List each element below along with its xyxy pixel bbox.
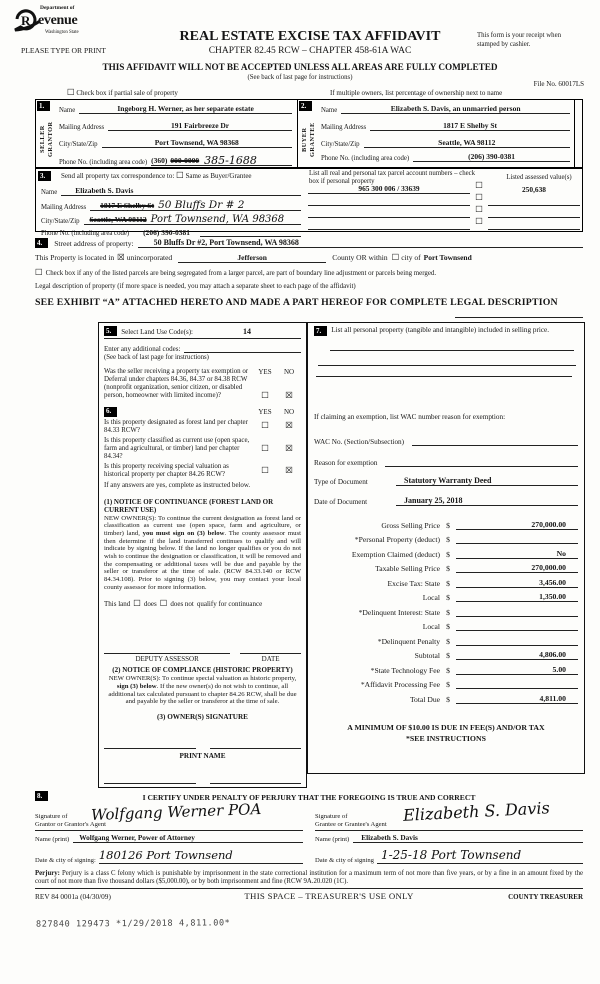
total-due-field[interactable]: 4,811.00 xyxy=(456,694,578,704)
parcel-number-field-2[interactable] xyxy=(308,196,470,206)
exemption-question-row xyxy=(104,368,301,401)
notice-compliance-title: (2) NOTICE OF COMPLIANCE (HISTORIC PROPERTY) xyxy=(112,665,293,674)
delinquent-interest-state-field[interactable] xyxy=(456,607,578,617)
minimum-fee-note: A MINIMUM OF $10.00 IS DUE IN FEE(S) AND/OR TAX *SEE INSTRUCTIONS xyxy=(347,723,545,743)
personal-property-line-3[interactable] xyxy=(316,375,572,377)
seller-csz-label: City/State/Zip xyxy=(59,141,98,148)
partial-sale-checkbox[interactable]: ☐ xyxy=(67,88,75,98)
land-use-section xyxy=(98,322,307,788)
section-8-badge: 8. xyxy=(35,791,48,801)
subtotal-field[interactable]: 4,806.00 xyxy=(456,650,578,660)
buyer-mailing-field[interactable]: 1817 E Shelby St xyxy=(370,121,570,131)
grantee-signature-handwritten: Elizabeth S. Davis xyxy=(402,798,551,825)
print-name-lines xyxy=(104,782,301,784)
buyer-csz-label: City/State/Zip xyxy=(321,141,360,148)
logo-brand-text: evenue xyxy=(38,12,78,28)
grantee-signature-area[interactable]: Signature of Grantee or Grantee's Agent Elizabeth S. Davis xyxy=(315,807,583,831)
wac-no-label: WAC No. (Section/Subsection) xyxy=(314,438,405,446)
personal-property-header xyxy=(314,326,578,336)
grantor-signature-area[interactable]: Signature of Grantor or Grantor's Agent Wolfgang Werner POA xyxy=(35,807,303,831)
land-use-divider xyxy=(104,338,301,339)
corr-mailing-handwritten: 50 Bluffs Dr # 2 xyxy=(158,199,245,211)
corr-phone-label: Phone No. (including area code) xyxy=(41,230,130,237)
cashier-receipt-stamp: 827840 129473 *1/29/2018 4,811.00* xyxy=(35,918,231,930)
corr-phone-field[interactable]: (206) 390-0381 xyxy=(143,228,191,237)
seller-grantor-section xyxy=(36,100,298,167)
city-of-label: city of xyxy=(401,253,421,262)
doc-type-label: Type of Document xyxy=(314,478,368,486)
doc-date-label: Date of Document xyxy=(314,498,368,506)
deputy-assessor-signature-line[interactable]: DEPUTY ASSESSOR xyxy=(104,653,230,663)
personal-property-label: List all personal property (tangible and intangible) included in selling price. xyxy=(331,326,550,334)
grantee-date-city-handwritten: 1-25-18 Port Townsend xyxy=(380,848,522,862)
parcel-3-personal-checkbox[interactable]: ☐ xyxy=(475,205,483,215)
grantor-signature-handwritten: Wolfgang Werner POA xyxy=(90,800,262,824)
notice-compliance-body: NEW OWNER(S): To continue special valuation as historic property, sign (3) below. If the new owner(s) do not wish to continue, all additional tax calculated pursuant to chapter 84.26 RCW, shall be due and payable by the seller or transferor at the time of sale. xyxy=(108,674,297,706)
does-not-checkbox[interactable]: ☐ xyxy=(159,599,168,610)
grantee-signature-block xyxy=(315,798,583,864)
grantee-date-city-field[interactable] xyxy=(377,845,583,864)
additional-codes-field[interactable] xyxy=(184,343,301,353)
owners-signature-title: (3) OWNER(S) SIGNATURE xyxy=(157,713,248,722)
parcel-1-personal-checkbox[interactable]: ☐ xyxy=(475,181,483,191)
affidavit-processing-fee-field[interactable] xyxy=(456,679,578,689)
forest-no-checkbox[interactable]: ☒ xyxy=(285,421,293,432)
parcel-number-field[interactable]: 965 300 006 / 33639 xyxy=(308,184,470,194)
grantor-signature-block xyxy=(35,800,303,864)
correspondence-fields xyxy=(41,186,301,237)
land-use-code-label: Select Land Use Code(s): xyxy=(121,328,193,336)
seller-grantor-side-label: SELLER GRANTOR xyxy=(38,121,54,158)
notice-continuance-body: NEW OWNER(S): To continue the current designation as forest land or classification as current use (open space, farm and agriculture, or timber) land, you must sign on (3) below. The county assessor must then determine if the land transferred continues to qualify and will indicate by signing below. If the land no longer qualifies or you do not wish to continue the designation or classification, it will be removed and the compensating or additional taxes will be due and payable by the seller or transferor at the time of sale. (RCW 84.33.140 or RCW 84.34.108). Prior to signing (3) below, you may contact your local county assessor for more information. xyxy=(104,514,301,591)
print-name-line-2[interactable] xyxy=(210,782,302,784)
if-yes-note: If any answers are yes, complete as instructed below. xyxy=(104,481,251,489)
corr-mailing-label: Mailing Address xyxy=(41,204,87,211)
street-address-field[interactable]: 50 Bluffs Dr #2, Port Townsend, WA 98368 xyxy=(138,238,583,248)
certify-statement: I CERTIFY UNDER PENALTY OF PERJURY THAT THE FOREGOING IS TRUE AND CORRECT xyxy=(142,793,476,802)
parcel-numbers-header: List all real and personal tax parcel account numbers – check box if personal property xyxy=(309,170,476,186)
section-6-header xyxy=(104,407,301,417)
form-revision-number: REV 84 0001a (04/30/09) xyxy=(35,891,111,901)
buyer-grantee-section xyxy=(298,100,582,167)
same-as-buyer-label: Same as Buyer/Grantee xyxy=(185,172,252,180)
excise-tax-local-field[interactable]: 1,350.00 xyxy=(456,592,578,602)
parties-box xyxy=(35,99,583,168)
warning-line: THIS AFFIDAVIT WILL NOT BE ACCEPTED UNLESS ALL AREAS ARE FULLY COMPLETED xyxy=(102,62,498,72)
historic-question: Is this property receiving special valuation as historical property per chapter 84.26 RCW? ☐ ☒ xyxy=(104,463,293,479)
historic-yes-checkbox[interactable]: ☐ xyxy=(261,466,269,477)
segregated-label: Check box if any of the listed parcels are being segregated from a larger parcel, are part of boundary line adjustment or parcels being merged. xyxy=(45,270,437,277)
wac-no-field[interactable] xyxy=(412,436,578,446)
no-header-5: NO xyxy=(283,368,295,376)
form-subtitle: CHAPTER 82.45 RCW – CHAPTER 458-61A WAC xyxy=(208,46,412,56)
does-label: does xyxy=(143,600,157,609)
seller-csz-field[interactable]: Port Townsend, WA 98368 xyxy=(102,138,292,148)
personal-property-deduct-field[interactable] xyxy=(456,534,578,544)
assessed-value-field-2[interactable] xyxy=(488,196,580,206)
section-5-badge: 5. xyxy=(104,326,117,336)
receipt-note: This form is your receipt when stamped by cashier. xyxy=(477,32,561,48)
treasurers-use-label: THIS SPACE – TREASURER'S USE ONLY xyxy=(244,890,414,901)
grantor-date-city-field[interactable] xyxy=(99,845,303,864)
ownership-percent-column[interactable] xyxy=(574,100,582,167)
historic-no-checkbox[interactable]: ☒ xyxy=(285,466,293,477)
svg-text:R: R xyxy=(21,13,31,28)
see-back-note: (See back of last page for instructions) xyxy=(247,74,353,81)
corr-mailing-struck: 1817 E Shelby St xyxy=(100,201,155,210)
owner-signature-line-1[interactable] xyxy=(104,747,196,749)
segregated-checkbox[interactable]: ☐ xyxy=(35,268,43,278)
additional-codes-label: Enter any additional codes: xyxy=(104,345,181,353)
section-7-badge: 7. xyxy=(314,326,327,336)
land-use-code-field[interactable]: 14 xyxy=(242,327,251,336)
no-header-6: NO xyxy=(283,407,295,416)
seller-phone-handwritten: 385-1688 xyxy=(204,154,257,167)
buyer-mailing-label: Mailing Address xyxy=(321,124,367,131)
certification-section xyxy=(35,791,583,901)
currency-sign: $ xyxy=(446,520,450,530)
exemption-yes-checkbox[interactable]: ☐ xyxy=(261,391,269,402)
print-name-label: PRINT NAME xyxy=(179,752,226,761)
buyer-grantee-side-label: BUYER GRANTEE xyxy=(300,122,316,157)
seller-phone-field[interactable]: (360) 000-0000 385-1688 xyxy=(151,152,292,166)
section-4-badge: 4. xyxy=(35,238,48,248)
does-not-label: does not xyxy=(170,600,194,609)
buyer-phone-label: Phone No. (including area code) xyxy=(321,155,410,162)
deputy-date-line[interactable]: DATE xyxy=(240,653,301,663)
current-use-yes-checkbox[interactable]: ☐ xyxy=(261,443,269,454)
delinquent-interest-local-field[interactable] xyxy=(456,621,578,631)
gross-selling-price-field[interactable]: 270,000.00 xyxy=(456,520,578,530)
parcel-number-field-3[interactable] xyxy=(308,208,470,218)
doc-date-field[interactable]: January 25, 2018 xyxy=(396,496,578,506)
continuance-qualify-row: This land ☐ does ☐ does not qualify for continuance xyxy=(104,599,263,610)
page-title: REAL ESTATE EXCISE TAX AFFIDAVIT xyxy=(179,29,441,44)
seller-phone-label: Phone No. (including area code) xyxy=(59,159,148,166)
exhibit-a-line: SEE EXHIBIT “A” ATTACHED HERETO AND MADE A PART HEREOF FOR COMPLETE LEGAL DESCRIPTION xyxy=(35,296,558,308)
exemption-question-text: Was the seller receiving a property tax exemption or Deferral under chapters 84.36, 84.37 or 84.38 RCW (nonprofit organization, senior citizen, or disabled person, homeowner with limited income)? xyxy=(104,368,249,400)
state-tech-fee-field[interactable]: 5.00 xyxy=(456,665,578,675)
legal-description-line[interactable] xyxy=(455,308,583,318)
grantee-name-print-label: Name (print) xyxy=(315,836,350,843)
yes-header-6: YES xyxy=(258,407,272,416)
legal-description-label: Legal description of property (if more space is needed, you may attach a separate sheet to each page of the affidavit) xyxy=(35,282,356,290)
city-value: Port Townsend xyxy=(423,253,472,262)
corr-csz-field[interactable] xyxy=(84,213,301,225)
corr-csz-struck: Seattle, WA 98112 xyxy=(89,215,147,224)
corr-name-field[interactable]: Elizabeth S. Davis xyxy=(61,186,301,196)
type-or-print-label: PLEASE TYPE OR PRINT xyxy=(21,46,106,55)
unincorporated-checkbox[interactable]: ☒ xyxy=(117,253,125,263)
excise-tax-table: Gross Selling Price $ 270,000.00 *Personal Property (deduct) $ Exemption Claimed (deduct) $ No Taxable Selling Price $ 270,000.00 Excise Tax: State $ 3,456.00 Local $ 1,350.00 *Delinquent Interest: State $ Local $ *Delinquent Penalty $ Subtotal $ 4,806.00 *State Technology Fee $ 5.00 *Affidavit Processing Fee $ Total Due $ 4,811.00 xyxy=(314,515,578,704)
current-use-question: Is this property classified as current use (open space, farm and agricultural, or timber) land per chapter 84.34? ☐ ☒ xyxy=(104,436,293,461)
grantor-date-city-handwritten: 180126 Port Townsend xyxy=(98,848,233,862)
form-title-block xyxy=(140,29,480,56)
parcel-grid xyxy=(308,182,580,230)
seller-mailing-label: Mailing Address xyxy=(59,124,105,131)
county-treasurer-label: COUNTY TREASURER xyxy=(508,892,583,901)
buyer-csz-field[interactable]: Seattle, WA 98112 xyxy=(364,138,570,148)
reason-exemption-label: Reason for exemption xyxy=(314,459,378,467)
correspondence-box xyxy=(35,168,583,237)
seller-name-label: Name xyxy=(59,107,76,114)
section-6-badge: 6. xyxy=(104,407,117,417)
reason-exemption-field[interactable] xyxy=(385,457,578,467)
partial-sale-row xyxy=(67,89,178,98)
excise-tax-state-field[interactable]: 3,456.00 xyxy=(456,578,578,588)
grantee-name-print-field[interactable]: Elizabeth S. Davis xyxy=(353,833,426,843)
same-as-buyer-checkbox[interactable]: ☐ xyxy=(176,171,184,181)
signature-blocks xyxy=(35,798,583,864)
grantor-name-print-field[interactable]: Wolfgang Werner, Power of Attorney xyxy=(73,833,303,843)
delinquent-penalty-field[interactable] xyxy=(456,636,578,646)
current-use-no-checkbox[interactable]: ☒ xyxy=(285,443,293,454)
print-name-line-1[interactable] xyxy=(104,782,196,784)
see-back-note-5: (See back of last page for instructions) xyxy=(104,354,209,361)
parcel-2-personal-checkbox[interactable]: ☐ xyxy=(475,193,483,203)
seller-mailing-field[interactable]: 191 Fairbreeze Dr xyxy=(108,121,292,131)
yes-header-5: YES xyxy=(258,368,272,376)
assessed-value-field-3[interactable] xyxy=(488,208,580,218)
section-1-badge: 1. xyxy=(37,101,50,111)
owner-signature-line-2[interactable] xyxy=(210,747,302,749)
forest-land-question: Is this property designated as forest land per chapter 84.33 RCW? ☐ ☒ xyxy=(104,418,293,434)
corr-csz-handwritten: Port Townsend, WA 98368 xyxy=(150,214,285,225)
grantor-name-print-label: Name (print) xyxy=(35,836,70,843)
county-field[interactable]: Jefferson xyxy=(178,253,326,263)
seller-phone-struck-value: 000-0000 xyxy=(170,156,200,165)
buyer-name-label: Name xyxy=(321,107,338,114)
exemption-claimed-field[interactable]: No xyxy=(456,549,578,559)
section-3-badge: 3. xyxy=(38,171,51,181)
parcel-number-field-4[interactable] xyxy=(308,220,470,230)
corr-csz-label: City/State/Zip xyxy=(41,218,80,225)
seller-name-field[interactable]: Ingeborg H. Werner, as her separate estate xyxy=(79,104,292,114)
buyer-phone-field[interactable]: (206) 390-0381 xyxy=(413,152,570,162)
grantee-date-city-label: Date & city of signing xyxy=(315,857,374,864)
grantor-agent-label: Grantor or Grantor's Agent xyxy=(35,820,106,828)
notice-continuance-title: (1) NOTICE OF CONTINUANCE (FOREST LAND OR CURRENT USE) xyxy=(104,497,274,514)
corr-mailing-field[interactable] xyxy=(90,198,301,211)
buyer-name-field[interactable]: Elizabeth S. Davis, an unmarried person xyxy=(341,104,570,114)
assessed-value-field[interactable]: 250,638 xyxy=(521,185,547,194)
county-or-within-label: County OR within xyxy=(332,253,388,262)
deputy-assessor-row xyxy=(104,653,301,663)
exemption-no-checkbox[interactable]: ☒ xyxy=(285,391,293,402)
section-2-badge: 2. xyxy=(299,101,312,111)
sale-details-section xyxy=(307,322,585,774)
corr-name-label: Name xyxy=(41,189,58,196)
personal-property-line-1[interactable] xyxy=(330,349,574,351)
dor-logo xyxy=(13,5,79,35)
does-checkbox[interactable]: ☐ xyxy=(133,599,141,610)
form-footer-row xyxy=(35,891,583,901)
doc-type-field[interactable]: Statutory Warranty Deed xyxy=(396,476,578,486)
correspondence-header: Send all property tax correspondence to: ☐ Same as Buyer/Grantee xyxy=(61,171,252,181)
file-number: File No. 60017LS xyxy=(533,80,584,88)
perjury-notice: Perjury: Perjury is a class C felony which is punishable by imprisonment in the state correctional institution for a maximum term of not more than five years, or by a fine in an amount fixed by the court of not more than five thousand dollars ($5,000.00), or by both imprisonment and fine (RCW 9A.20.020 (1C). xyxy=(35,870,583,889)
owner-signature-lines xyxy=(104,747,301,749)
personal-property-line-2[interactable] xyxy=(318,364,576,366)
multiple-owners-note: If multiple owners, list percentage of ownership next to name xyxy=(330,89,503,97)
city-checkbox[interactable]: ☐ xyxy=(391,253,400,263)
parcel-4-personal-checkbox[interactable]: ☐ xyxy=(475,217,483,227)
exemption-wac-note: If claiming an exemption, list WAC number reason for exemption: xyxy=(314,413,506,421)
grantee-agent-label: Grantee or Grantee's Agent xyxy=(315,820,387,828)
qualify-label: qualify for continuance xyxy=(196,600,263,609)
logo-dept-text: Department of xyxy=(40,5,75,11)
partial-sale-label: Check box if partial sale of property xyxy=(76,89,178,97)
unincorporated-label: unincorporated xyxy=(126,253,173,262)
grantor-date-city-label: Date & city of signing: xyxy=(35,857,96,864)
property-location-section xyxy=(35,238,583,318)
assessed-value-field-4[interactable] xyxy=(488,220,580,230)
street-address-label: Street address of property: xyxy=(54,239,134,248)
forest-yes-checkbox[interactable]: ☐ xyxy=(261,421,269,432)
taxable-selling-price-field[interactable]: 270,000.00 xyxy=(456,563,578,573)
assessed-value-header: Listed assessed value(s) xyxy=(506,174,572,181)
logo-state-text: Washington State xyxy=(45,30,79,35)
located-in-label: This Property is located in xyxy=(35,253,115,262)
